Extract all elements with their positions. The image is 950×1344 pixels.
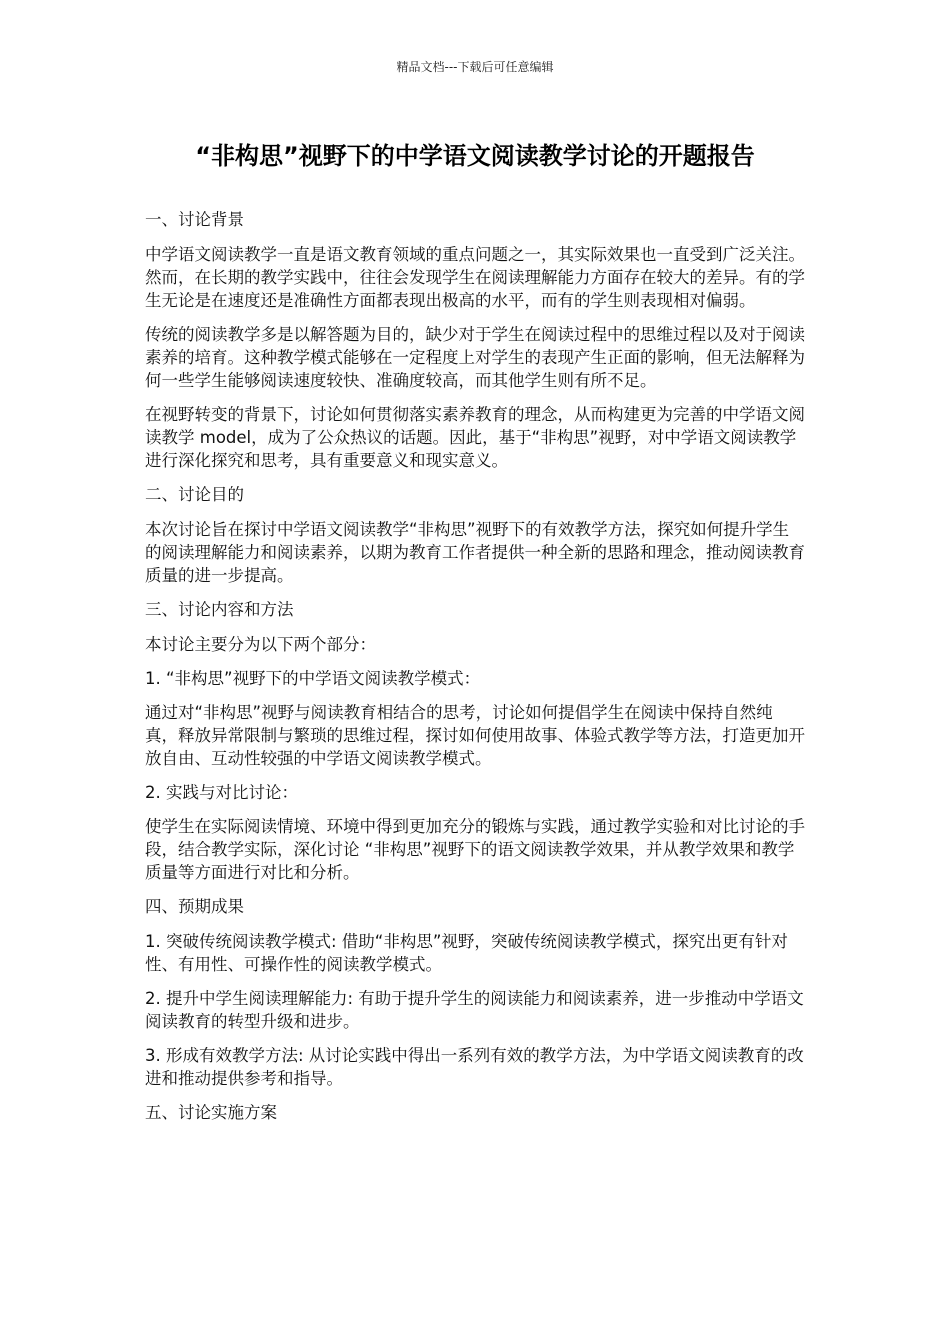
background-paragraph-1: 中学语文阅读教学一直是语文教育领域的重点问题之一，其实际效果也一直受到广泛关注。然而，在长期的教学实践中，往往会发现学生在阅读理解能力方面存在较大的差异。有的学生无论是在速度还是准确性方面都表现出极高的水平，而有的学生则表现相对偏弱。 [145, 245, 805, 310]
header-note: 精品文档---下载后可任意编辑 [396, 60, 554, 74]
content-method-intro: 本讨论主要分为以下两个部分： [145, 635, 376, 654]
document-title: “非构思”视野下的中学语文阅读教学讨论的开题报告 [195, 142, 755, 170]
content-method-item1-title: 1. “非构思”视野下的中学语文阅读教学模式： [145, 669, 481, 688]
background-paragraph-3: 在视野转变的背景下，讨论如何贯彻落实素养教育的理念，从而构建更为完善的中学语文阅读教学 model，成为了公众热议的话题。因此，基于“非构思”视野，对中学语文阅读教学进行深化探究和思考，具有重要意义和现实意义。 [145, 405, 805, 470]
content-method-item2-title: 2. 实践与对比讨论： [145, 783, 298, 802]
outcome-item-2: 2. 提升中学生阅读理解能力: 有助于提升学生的阅读能力和阅读素养，进一步推动中学语文阅读教育的转型升级和进步。 [145, 989, 804, 1031]
outcome-item-3: 3. 形成有效教学方法: 从讨论实践中得出一系列有效的教学方法，为中学语文阅读教育的改进和推动提供参考和指导。 [145, 1046, 804, 1088]
purpose-paragraph: 本次讨论旨在探讨中学语文阅读教学“非构思”视野下的有效教学方法，探究如何提升学生的阅读理解能力和阅读素养，以期为教育工作者提供一种全新的思路和理念，推动阅读教育质量的进一步提高。 [145, 520, 805, 585]
section-heading-content-method: 三、讨论内容和方法 [145, 600, 294, 619]
section-heading-outcomes: 四、预期成果 [145, 897, 244, 916]
content-method-item2-body: 使学生在实际阅读情境、环境中得到更加充分的锻炼与实践，通过教学实验和对比讨论的手段，结合教学实际，深化讨论 “非构思”视野下的语文阅读教学效果，并从教学效果和教学质量等方面进行对比和分析。 [145, 817, 805, 882]
background-paragraph-2: 传统的阅读教学多是以解答题为目的，缺少对于学生在阅读过程中的思维过程以及对于阅读素养的培育。这种教学模式能够在一定程度上对学生的表现产生正面的影响，但无法解释为何一些学生能够阅读速度较快、准确度较高，而其他学生则有所不足。 [145, 325, 805, 390]
outcome-item-1: 1. 突破传统阅读教学模式: 借助“非构思”视野，突破传统阅读教学模式，探究出更有针对性、有用性、可操作性的阅读教学模式。 [145, 932, 788, 974]
section-heading-plan: 五、讨论实施方案 [145, 1103, 277, 1122]
content-method-item1-body: 通过对“非构思”视野与阅读教育相结合的思考，讨论如何提倡学生在阅读中保持自然纯真，释放异常限制与繁琐的思维过程，探讨如何使用故事、体验式教学等方法，打造更加开放自由、互动性较强的中学语文阅读教学模式。 [145, 703, 805, 768]
section-heading-purpose: 二、讨论目的 [145, 485, 244, 504]
section-heading-background: 一、讨论背景 [145, 210, 244, 229]
document-body [145, 208, 805, 1136]
